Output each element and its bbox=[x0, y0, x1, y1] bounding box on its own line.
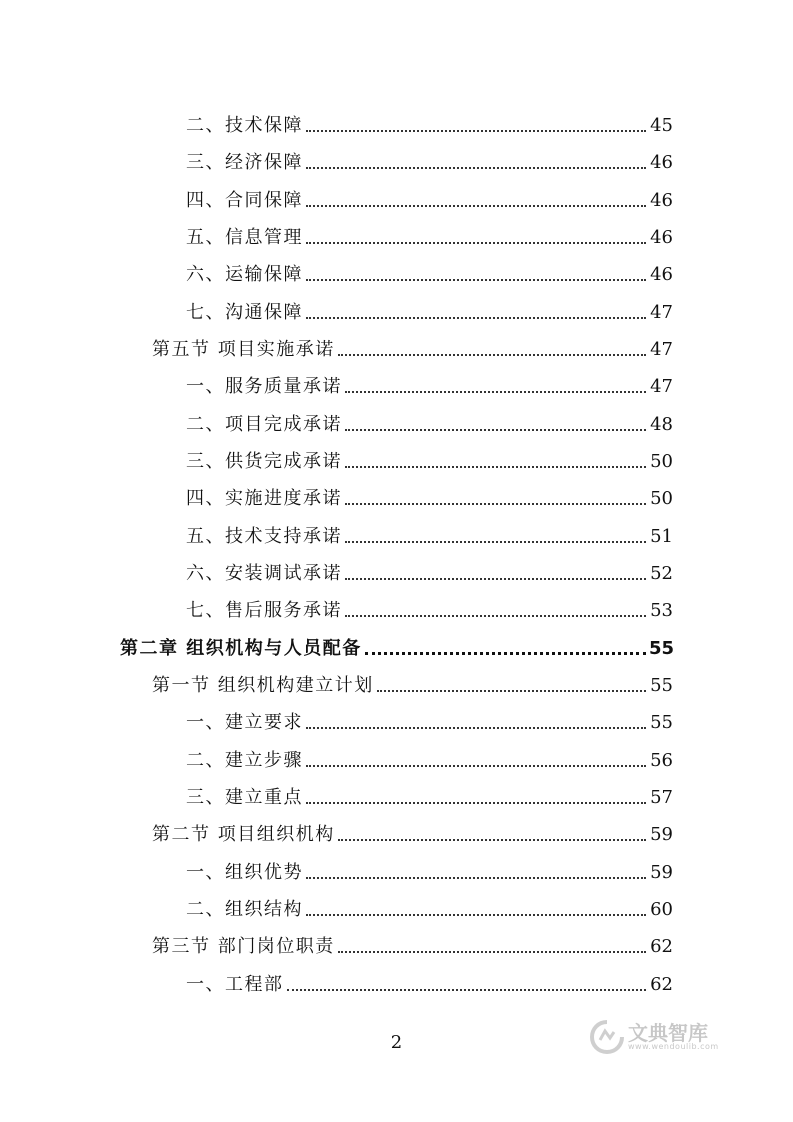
toc-entry-page: 60 bbox=[650, 899, 673, 920]
toc-entry-page: 59 bbox=[650, 862, 673, 883]
toc-entry-label: 七、沟通保障 bbox=[186, 302, 303, 323]
watermark-url: www.wendoulib.com bbox=[628, 1042, 719, 1051]
toc-entry[interactable] bbox=[0, 960, 793, 996]
toc-entry-page: 59 bbox=[650, 824, 673, 845]
toc-leader bbox=[306, 167, 646, 169]
toc-entry-label: 第二节 项目组织机构 bbox=[152, 824, 335, 845]
toc-entry-section[interactable] bbox=[0, 922, 793, 958]
toc-entry[interactable] bbox=[0, 885, 793, 921]
toc-entry-label: 第二章 组织机构与人员配备 bbox=[120, 638, 362, 659]
toc-entry-page: 55 bbox=[649, 638, 675, 659]
toc-entry-label: 七、售后服务承诺 bbox=[186, 600, 342, 621]
page-number: 2 bbox=[390, 1032, 403, 1053]
toc-entry-page: 46 bbox=[650, 152, 673, 173]
toc-entry[interactable] bbox=[0, 101, 793, 137]
toc-entry-label: 五、技术支持承诺 bbox=[186, 526, 342, 547]
toc-leader bbox=[287, 989, 647, 991]
toc-leader bbox=[377, 690, 646, 692]
toc-entry-page: 47 bbox=[650, 302, 673, 323]
toc-entry-label: 第三节 部门岗位职责 bbox=[152, 936, 335, 957]
toc-entry-page: 62 bbox=[650, 936, 673, 957]
toc-leader bbox=[365, 652, 646, 655]
toc-entry-label: 一、组织优势 bbox=[186, 862, 303, 883]
toc-leader bbox=[306, 205, 646, 207]
toc-entry-label: 三、经济保障 bbox=[186, 152, 303, 173]
toc-entry-label: 四、实施进度承诺 bbox=[186, 488, 342, 509]
watermark-text bbox=[628, 1023, 719, 1051]
toc-leader bbox=[345, 578, 646, 580]
toc-entry-label: 第五节 项目实施承诺 bbox=[152, 339, 335, 360]
toc-entry-page: 53 bbox=[650, 600, 673, 621]
toc-leader bbox=[338, 839, 646, 841]
toc-entry-label: 四、合同保障 bbox=[186, 190, 303, 211]
toc-entry-page: 51 bbox=[650, 526, 673, 547]
toc-leader bbox=[345, 391, 646, 393]
toc-leader bbox=[345, 503, 646, 505]
toc-entry[interactable] bbox=[0, 586, 793, 622]
toc-entry-label: 一、建立要求 bbox=[186, 712, 303, 733]
toc-entry[interactable] bbox=[0, 549, 793, 585]
toc-entry-label: 一、工程部 bbox=[186, 974, 284, 995]
toc-entry-label: 六、安装调试承诺 bbox=[186, 563, 342, 584]
toc-entry-page: 47 bbox=[650, 339, 673, 360]
toc-entry[interactable] bbox=[0, 512, 793, 548]
toc-leader bbox=[306, 130, 646, 132]
toc-entry[interactable] bbox=[0, 474, 793, 510]
toc-entry-page: 50 bbox=[650, 451, 673, 472]
toc-entry-label: 五、信息管理 bbox=[186, 227, 303, 248]
toc-leader bbox=[345, 615, 646, 617]
toc-entry[interactable] bbox=[0, 362, 793, 398]
toc-entry-page: 46 bbox=[650, 190, 673, 211]
watermark bbox=[590, 1020, 719, 1054]
toc-entry[interactable] bbox=[0, 698, 793, 734]
toc-entry[interactable] bbox=[0, 437, 793, 473]
toc-entry-label: 二、组织结构 bbox=[186, 899, 303, 920]
watermark-title: 文典智库 bbox=[628, 1021, 708, 1045]
toc-entry-label: 一、服务质量承诺 bbox=[186, 376, 342, 397]
toc-entry-label: 三、供货完成承诺 bbox=[186, 451, 342, 472]
toc-entry-page: 50 bbox=[650, 488, 673, 509]
toc-entry[interactable] bbox=[0, 848, 793, 884]
toc-entry[interactable] bbox=[0, 213, 793, 249]
toc-leader bbox=[306, 242, 646, 244]
toc-entry[interactable] bbox=[0, 138, 793, 174]
toc-entry[interactable] bbox=[0, 288, 793, 324]
toc-entry-section[interactable] bbox=[0, 325, 793, 361]
toc-leader bbox=[338, 354, 646, 356]
toc-entry-page: 48 bbox=[650, 414, 673, 435]
toc-entry[interactable] bbox=[0, 250, 793, 286]
toc-entry[interactable] bbox=[0, 176, 793, 212]
toc-entry-page: 57 bbox=[650, 787, 673, 808]
toc-entry[interactable] bbox=[0, 736, 793, 772]
toc-entry-label: 二、技术保障 bbox=[186, 115, 303, 136]
toc-leader bbox=[306, 317, 646, 319]
toc-entry-page: 46 bbox=[650, 227, 673, 248]
logo-icon bbox=[590, 1020, 624, 1054]
toc-entry-page: 55 bbox=[650, 712, 673, 733]
toc-leader bbox=[338, 951, 646, 953]
toc-leader bbox=[345, 466, 646, 468]
toc-leader bbox=[306, 914, 646, 916]
toc-entry-section[interactable] bbox=[0, 810, 793, 846]
toc-leader bbox=[345, 541, 646, 543]
toc-entry-page: 56 bbox=[650, 750, 673, 771]
toc-entry-label: 第一节 组织机构建立计划 bbox=[152, 675, 374, 696]
toc-leader bbox=[306, 727, 646, 729]
toc-entry-label: 二、项目完成承诺 bbox=[186, 414, 342, 435]
toc-entry-page: 47 bbox=[650, 376, 673, 397]
toc-entry[interactable] bbox=[0, 400, 793, 436]
toc-entry[interactable] bbox=[0, 773, 793, 809]
toc-entry-chapter[interactable] bbox=[0, 624, 793, 660]
toc-entry-label: 三、建立重点 bbox=[186, 787, 303, 808]
toc-entry-page: 52 bbox=[650, 563, 673, 584]
toc-leader bbox=[306, 279, 646, 281]
toc-entry-page: 46 bbox=[650, 264, 673, 285]
toc-entry-section[interactable] bbox=[0, 661, 793, 697]
toc-entry-label: 二、建立步骤 bbox=[186, 750, 303, 771]
toc-entry-label: 六、运输保障 bbox=[186, 264, 303, 285]
toc-leader bbox=[306, 802, 646, 804]
toc-leader bbox=[306, 765, 646, 767]
toc-entry-page: 62 bbox=[650, 974, 673, 995]
toc-leader bbox=[306, 877, 646, 879]
toc-entry-page: 55 bbox=[650, 675, 673, 696]
toc-leader bbox=[345, 429, 646, 431]
toc-entry-page: 45 bbox=[650, 115, 673, 136]
